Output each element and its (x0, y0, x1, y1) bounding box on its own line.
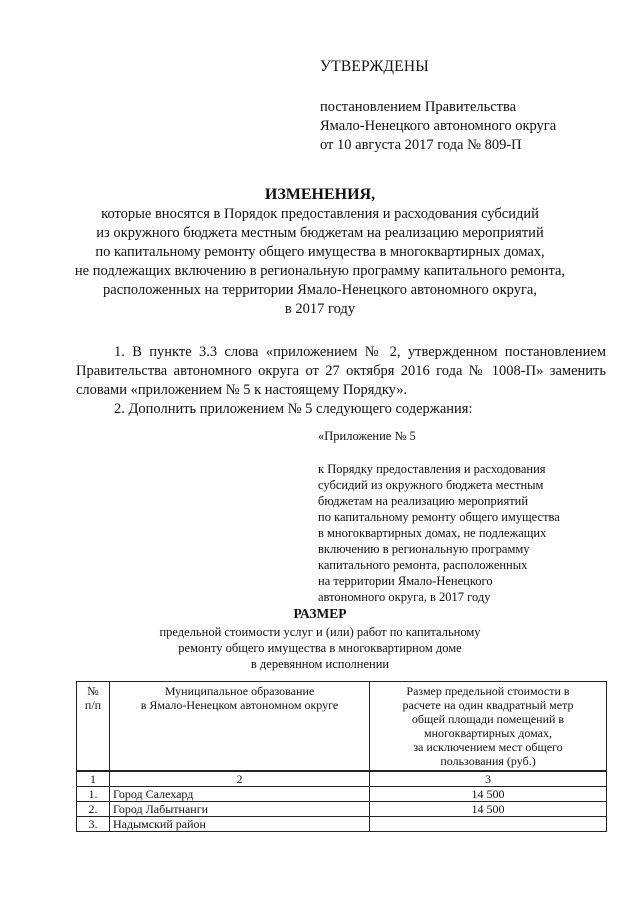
row-municipality: Надымский район (110, 817, 370, 832)
size-subtitle-line: предельной стоимости услуг и (или) работ по капитальному (159, 625, 481, 639)
header-cost-line: расчете на один квадратный метр (402, 698, 574, 712)
table-header-row (77, 682, 607, 772)
size-subtitle (0, 624, 640, 672)
paragraph-1 (76, 343, 606, 400)
header-cost-line: общей площади помещений в (411, 712, 565, 726)
header-cost-line: за исключением мест общего (413, 740, 563, 754)
header-number-line: п/п (84, 698, 102, 712)
approved-line-3: от 10 августа 2017 года № 809-П (320, 137, 522, 153)
changes-subtitle-line: расположенных на территории Ямало-Ненецкого автономного округа, (103, 282, 537, 298)
changes-title: ИЗМЕНЕНИЯ, (264, 186, 376, 203)
paragraph-1-line: 1. В пункте 3.3 слова «приложением № 2, утвержденном постановлением (114, 344, 606, 360)
appendix-line: бюджетам на реализацию мероприятий (318, 494, 529, 508)
appendix-title: «Приложение № 5 (318, 429, 416, 443)
header-municipality-line: Муниципальное образование (164, 684, 315, 698)
table-row (77, 787, 607, 802)
header-cost-line: многоквартирных домах, (423, 726, 552, 740)
approved-line-2: Ямало-Ненецкого автономного округа (320, 118, 557, 134)
header-cost-line: пользования (руб.) (440, 754, 536, 768)
appendix-line: по капитальному ремонту общего имущества (318, 510, 560, 524)
appendix-body (318, 461, 560, 605)
row-cost: 14 500 (370, 787, 607, 802)
row-number: 1. (77, 787, 110, 802)
numbering-cell: 2 (110, 771, 370, 787)
changes-subtitle-line: не подлежащих включению в региональную программу капитального ремонта, (74, 263, 566, 279)
approved-title: УТВЕРЖДЕНЫ (320, 58, 429, 75)
appendix-line: субсидий из окружного бюджета местным (318, 478, 544, 492)
row-number: 2. (77, 802, 110, 817)
table-row (77, 817, 607, 832)
row-number: 3. (77, 817, 110, 832)
changes-subtitle-line: по капитальному ремонту общего имущества в многоквартирных домах, (95, 244, 545, 260)
size-subtitle-line: ремонту общего имущества в многоквартирном доме (178, 641, 462, 655)
numbering-cell: 3 (370, 771, 607, 787)
paragraph-1-line: словами «приложением № 5 к настоящему Порядку». (76, 382, 408, 398)
row-cost: 14 500 (370, 802, 607, 817)
header-cost (370, 682, 607, 772)
appendix-line: автономного округа, в 2017 году (318, 590, 491, 604)
row-municipality: Город Салехард (110, 787, 370, 802)
paragraph-2: 2. Дополнить приложением № 5 следующего содержания: (114, 401, 473, 417)
size-subtitle-line: в деревянном исполнении (250, 657, 390, 671)
appendix-line: в многоквартирных домах, не подлежащих (318, 526, 547, 540)
header-municipality (110, 682, 370, 772)
appendix-line: на территории Ямало-Ненецкого (318, 574, 493, 588)
header-number-line: № (87, 684, 99, 698)
table-numbering-row (77, 771, 607, 787)
size-title: РАЗМЕР (293, 606, 347, 621)
header-number (77, 682, 110, 772)
changes-subtitle-line: которые вносятся в Порядок предоставления и расходования субсидий (101, 206, 539, 222)
appendix-line: к Порядку предоставления и расходования (318, 462, 546, 476)
numbering-cell: 1 (77, 771, 110, 787)
approved-line-1: постановлением Правительства (320, 99, 517, 115)
header-cost-line: Размер предельной стоимости в (406, 684, 570, 698)
changes-subtitle-line: из окружного бюджета местным бюджетам на реализацию мероприятий (96, 225, 544, 241)
changes-subtitle-line: в 2017 году (284, 301, 356, 317)
paragraph-1-line: Правительства автономного округа от 27 октября 2016 года № 1008-П» заменить (76, 363, 606, 379)
appendix-line: включению в региональную программу (318, 542, 530, 556)
header-municipality-line: в Ямало-Ненецком автономном округе (140, 698, 339, 712)
row-cost (370, 817, 607, 832)
changes-subtitle (0, 205, 640, 319)
cost-table (76, 681, 607, 832)
appendix-line: капитального ремонта, расположенных (318, 558, 528, 572)
table-row (77, 802, 607, 817)
row-municipality: Город Лабытнанги (110, 802, 370, 817)
